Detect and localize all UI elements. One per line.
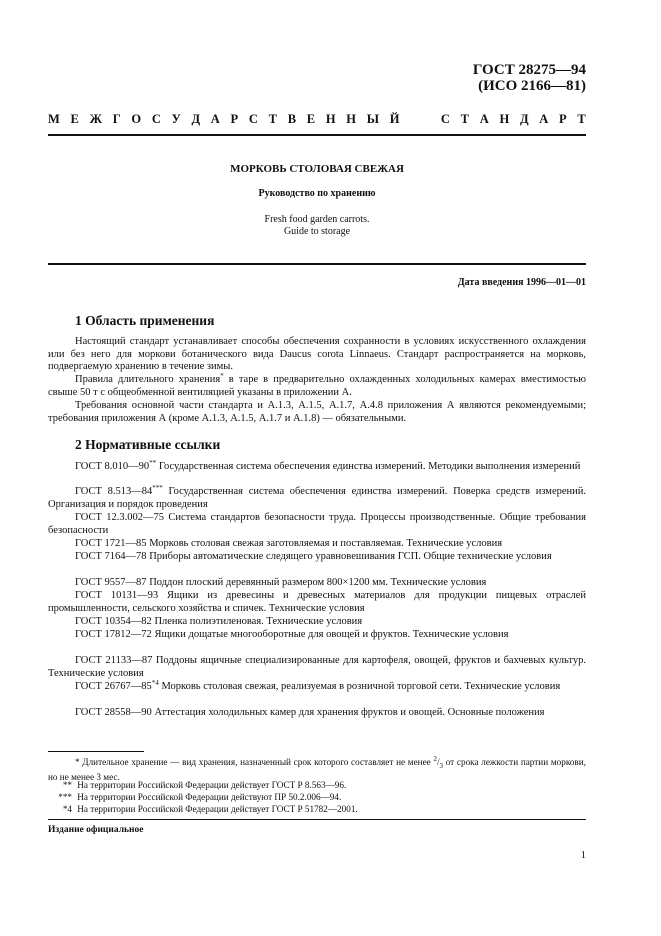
paragraph: Требования основной части стандарта и А.1.3, А.1.5, А.1.7, А.4.8 приложения А являются рекомендуемыми; требования приложения А (кроме А.1.3, А.1.5, А.1.7 и А.1.8) — обязательными. <box>48 400 586 424</box>
section-heading: 2 Нормативные ссылки <box>75 437 221 452</box>
paragraph: Настоящий стандарт устанавливает способы обеспечения сохранности в условиях искусственного охлаждения или без него для моркови ботанического вида Daucus corota Linnaeus. Стандарт распространяется на морковь, подвергаемую хранению в течение зимы. <box>48 336 586 373</box>
reference-code: ГОСТ 8.010—90 <box>75 461 150 472</box>
banner-letter: Т <box>268 112 277 126</box>
reference-item <box>48 681 586 694</box>
iso-number: (ИСО 2166—81) <box>478 78 586 94</box>
header-rule <box>48 134 586 136</box>
reference-title: Приборы автоматические следящего уравновешивания ГСП. Общие технические условия <box>146 551 552 562</box>
banner-letter: Е <box>306 112 316 126</box>
reference-title: Государственная система обеспечения единства измерений. Поверка средств измерений. Организация и порядок проведения <box>48 486 587 510</box>
footnote <box>48 780 586 791</box>
document-page <box>48 0 586 936</box>
reference-title: Морковь столовая свежая заготовляемая и поставляемая. Технические условия <box>146 538 503 549</box>
banner-letter: Т <box>577 112 586 126</box>
reference-title: Пленка полиэтиленовая. Технические условия <box>151 616 363 627</box>
reference-code: ГОСТ 21133—87 <box>75 655 153 666</box>
footnote-rule <box>48 751 144 752</box>
reference-code: ГОСТ 12.3.002—75 <box>75 512 165 523</box>
reference-code: ГОСТ 28558—90 <box>75 707 152 718</box>
banner-letter: Т <box>460 112 470 126</box>
english-title-line: Fresh food garden carrots. <box>264 214 370 225</box>
reference-code: ГОСТ 26767—85 <box>75 681 152 692</box>
footnote-mark: *** <box>152 484 163 492</box>
reference-title: Ящики из древесины и древесных материалов для продукции пищевых отраслей промышленности, сельского хозяйства и спичек. Технические условия <box>48 590 587 614</box>
footnote-text: На территории Российской Федерации действует ГОСТ Р 8.563—96. <box>75 780 347 790</box>
paragraph-text: Правила длительного хранения <box>75 374 221 385</box>
reference-code: ГОСТ 8.513—84 <box>75 486 153 497</box>
reference-title: Морковь столовая свежая, реализуемая в розничной торговой сети. Технические условия <box>158 681 561 692</box>
reference-code: ГОСТ 10354—82 <box>75 616 152 627</box>
reference-item <box>48 590 586 615</box>
footnote: * Длительное хранение — вид хранения, назначенный срок которого составляет не менее $^2/_3$ от срока лежкости партии моркови, но не менее 3 мес. <box>48 755 586 782</box>
banner-letter: Н <box>325 112 336 126</box>
banner-letter: Й <box>389 112 400 126</box>
banner-letter: М <box>48 112 60 126</box>
banner-letter: Н <box>346 112 357 126</box>
banner-letter: Ж <box>89 112 102 126</box>
reference-item <box>48 707 586 720</box>
fraction-denominator: 3 <box>439 761 443 770</box>
introduction-date: Дата введения 1996—01—01 <box>457 277 586 288</box>
banner-letter: А <box>210 112 220 126</box>
reference-title: Поддоны ящичные специализированные для картофеля, овощей, фруктов и бахчевых культур. Технические условия <box>48 655 586 679</box>
english-title <box>48 214 586 238</box>
document-title: МОРКОВЬ СТОЛОВАЯ СВЕЖАЯ <box>230 163 404 175</box>
reference-title: Поддон плоский деревянный размером 800×1200 мм. Технические условия <box>146 577 487 588</box>
reference-code: ГОСТ 9557—87 <box>75 577 147 588</box>
banner-letter: А <box>479 112 489 126</box>
banner-letter: В <box>287 112 297 126</box>
reference-item <box>48 486 586 511</box>
footnote-mark: *4 <box>62 804 72 814</box>
edition-label: Издание официальное <box>48 825 144 835</box>
reference-item <box>48 629 586 642</box>
footnote-text: На территории Российской Федерации действует ГОСТ Р 51782—2001. <box>75 804 358 814</box>
footnote-text: На территории Российской Федерации действуют ПР 50.2.006—94. <box>75 792 342 802</box>
banner-letter: А <box>539 112 549 126</box>
reference-code: ГОСТ 17812—72 <box>75 629 152 640</box>
banner-letter: С <box>151 112 161 126</box>
banner-letter: Н <box>499 112 510 126</box>
reference-item <box>48 512 586 537</box>
reference-code: ГОСТ 1721—85 <box>75 538 147 549</box>
reference-item <box>48 577 586 590</box>
footnote-mark: ** <box>62 780 72 790</box>
paragraph-text: в таре в предварительно охлажденных холодильных камерах вместимостью свыше 50 т с общеобменной вентиляцией указаны в приложении А. <box>48 374 586 398</box>
footnote-text: Длительное хранение — вид хранения, назначенный срок которого составляет не менее <box>79 757 434 767</box>
gost-number: ГОСТ 28275—94 <box>472 62 586 78</box>
reference-code: ГОСТ 10131—93 <box>75 590 159 601</box>
paragraph <box>48 374 586 399</box>
banner-letter: Д <box>519 112 529 126</box>
reference-title: Аттестация холодильных камер для хранения фруктов и овощей. Основные положения <box>151 707 545 718</box>
footnote-mark: *** <box>58 792 72 802</box>
fraction-numerator: 2 <box>433 755 437 763</box>
reference-item <box>48 461 586 474</box>
english-title-line: Guide to storage <box>283 226 351 237</box>
footnote <box>48 804 586 815</box>
edition-rule <box>48 819 586 820</box>
footnote-mark: * <box>220 372 224 380</box>
title-rule <box>48 263 586 265</box>
reference-title: Ящики дощатые многооборотные для овощей и фруктов. Технические условия <box>151 629 509 640</box>
reference-item <box>48 616 586 629</box>
reference-item <box>48 655 586 680</box>
reference-title: Система стандартов безопасности труда. Процессы производственные. Общие требования безопасности <box>48 512 587 536</box>
banner-letter: Р <box>559 112 567 126</box>
footnote-mark: *4 <box>151 679 159 687</box>
reference-item <box>48 538 586 551</box>
banner-letter: С <box>440 112 450 126</box>
banner-letter: Р <box>230 112 239 126</box>
banner-letter: Ы <box>366 112 380 126</box>
reference-title: Государственная система обеспечения единства измерений. Методики выполнения измерений <box>156 461 581 472</box>
document-subtitle: Руководство по хранению <box>258 188 376 199</box>
page-number: 1 <box>580 850 586 861</box>
banner-letter: Д <box>191 112 201 126</box>
footnote-text: от срока лежкости партии моркови, но не менее 3 мес. <box>48 757 586 782</box>
banner-letter: С <box>248 112 258 126</box>
banner-letter: О <box>131 112 142 126</box>
reference-code: ГОСТ 7164—78 <box>75 551 147 562</box>
banner-letter: У <box>171 112 181 126</box>
standard-designation <box>473 62 586 94</box>
footnote-mark: * <box>75 757 80 767</box>
footnote <box>48 792 586 803</box>
reference-item <box>48 551 586 564</box>
banner-letter: Г <box>112 112 121 126</box>
section-heading: 1 Область применения <box>75 313 215 328</box>
interstate-standard-banner <box>48 111 586 127</box>
footnote-mark: ** <box>149 459 157 467</box>
banner-letter: Е <box>70 112 79 126</box>
